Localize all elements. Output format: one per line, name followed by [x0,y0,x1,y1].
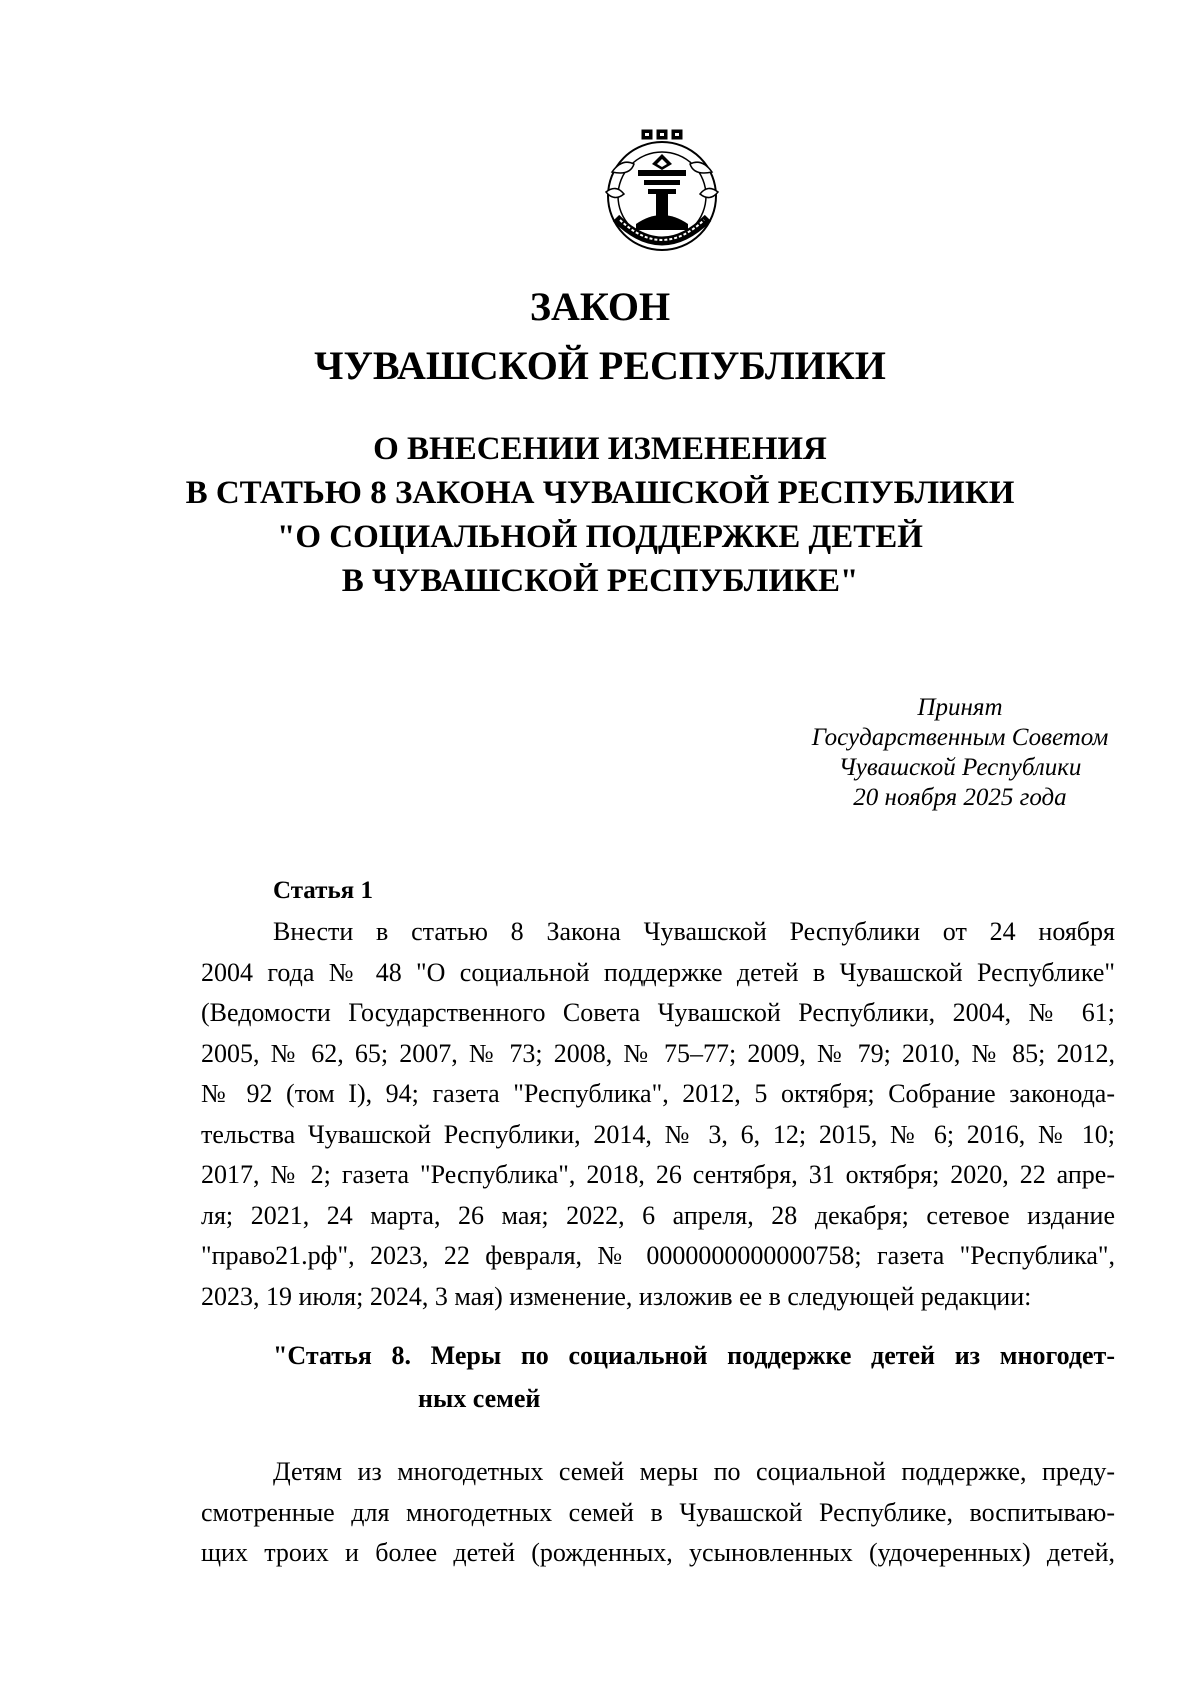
article-8-heading [273,1334,1115,1420]
article-1-heading: Статья 1 [273,877,373,904]
law-title-line-1: ЗАКОН [529,284,671,329]
law-title [0,277,1200,395]
paragraph-line: 2023, 19 июля; 2024, 3 мая) изменение, изложив ее в следующей редакции: [201,1281,1032,1311]
article-8-paragraph [201,1452,1115,1574]
paragraph-line: (Ведомости Государственного Совета Чувашской Республики, 2004, № 61; [201,998,1115,1027]
paragraph-line: 2005, № 62, 65; 2007, № 73; 2008, № 75–77; 2009, № 79; 2010, № 85; 2012, [201,1038,1115,1068]
adoption-line-4: 20 ноября 2025 года [853,784,1067,811]
law-subject-line-3: "О СОЦИАЛЬНОЙ ПОДДЕРЖКЕ ДЕТЕЙ [277,519,923,555]
adoption-note [790,693,1130,813]
paragraph-line: ля; 2021, 24 марта, 26 мая; 2022, 6 апреля, 28 декабря; сетевое издание [201,1200,1115,1230]
adoption-line-3: Чувашской Республики [838,754,1082,781]
adoption-line-1: Принят [917,694,1003,721]
coat-of-arms-icon [598,126,726,254]
article-8-heading-line-2: ных семей [418,1384,541,1413]
paragraph-line: тельства Чувашской Республики, 2014, № 3, 6, 12; 2015, № 6; 2016, № 10; [201,1119,1115,1149]
article-8-heading-line-1: "Статья 8. Меры по социальной поддержке детей из многодет- [273,1341,1115,1370]
paragraph-line: № 92 (том I), 94; газета "Республика", 2012, 5 октября; Собрание законода- [201,1079,1115,1108]
law-subject-line-4: В ЧУВАШСКОЙ РЕСПУБЛИКЕ" [341,563,859,599]
paragraph-line: 2004 года № 48 "О социальной поддержке детей в Чувашской Республике" [201,957,1115,987]
law-title-line-2: ЧУВАШСКОЙ РЕСПУБЛИКИ [314,343,886,388]
law-subject [0,427,1200,603]
paragraph-line: щих троих и более детей (рожденных, усыновленных (удочеренных) детей, [201,1538,1115,1567]
paragraph-line: смотренные для многодетных семей в Чувашской Республике, воспитываю- [201,1497,1115,1527]
law-subject-line-2: В СТАТЬЮ 8 ЗАКОНА ЧУВАШСКОЙ РЕСПУБЛИКИ [185,475,1015,511]
paragraph-line: Детям из многодетных семей меры по социальной поддержке, преду- [273,1457,1115,1486]
law-subject-line-1: О ВНЕСЕНИИ ИЗМЕНЕНИЯ [373,431,827,467]
article-1-paragraph [201,912,1115,1317]
paragraph-line: Внести в статью 8 Закона Чувашской Республики от 24 ноября [273,917,1115,946]
paragraph-line: "право21.рф", 2023, 22 февраля, № 0000000000000758; газета "Республика", [201,1241,1115,1270]
adoption-line-2: Государственным Советом [811,724,1109,751]
paragraph-line: 2017, № 2; газета "Республика", 2018, 26 сентября, 31 октября; 2020, 22 апре- [201,1160,1115,1189]
